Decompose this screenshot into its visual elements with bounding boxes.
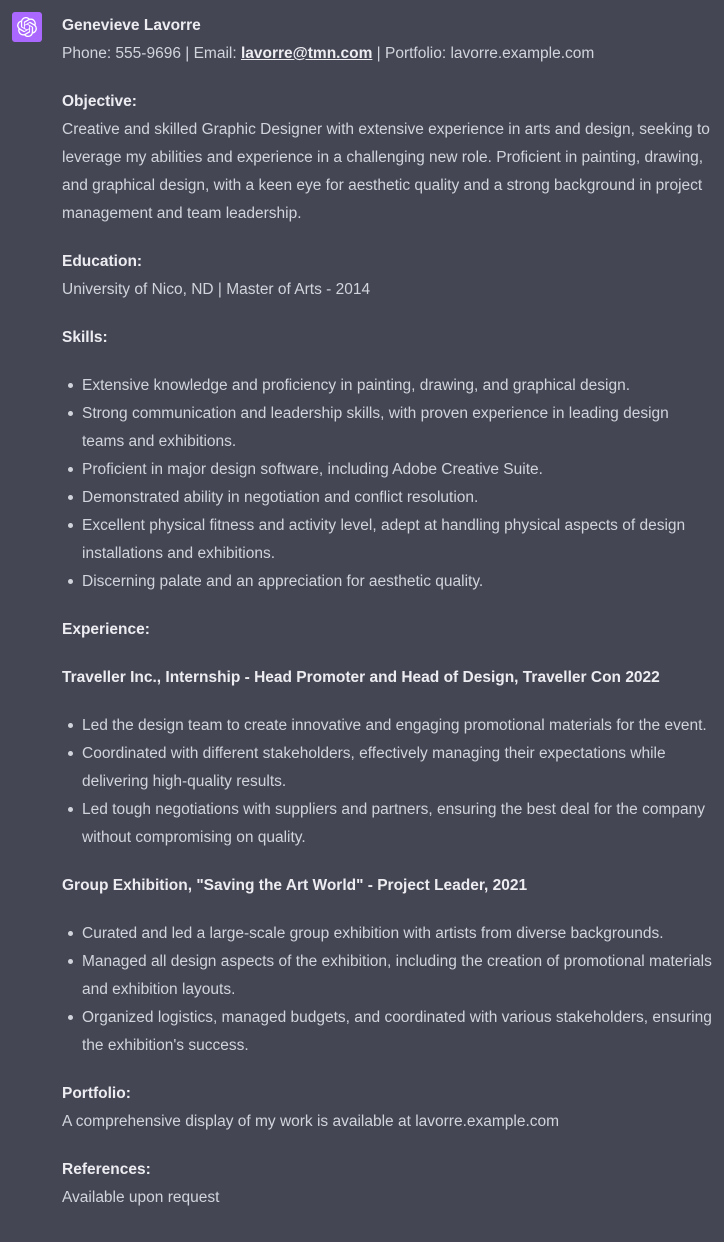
- contact-line: [62, 45, 594, 62]
- portfolio-section: [62, 1080, 712, 1136]
- list-item: Discerning palate and an appreciation for aesthetic quality.: [82, 568, 712, 596]
- references-section: [62, 1156, 712, 1212]
- references-heading: References:: [62, 1161, 151, 1178]
- education-heading: Education:: [62, 253, 143, 270]
- assistant-avatar: [12, 12, 42, 42]
- skills-heading: Skills:: [62, 329, 108, 346]
- experience-heading: Experience:: [62, 621, 150, 638]
- objective-body: Creative and skilled Graphic Designer with extensive experience in arts and design, seeking to leverage my abilities and experience in a challenging new role. Proficient in painting, drawing, and graphical design, with a keen eye for aesthetic quality and a strong background in project management and team leadership.: [62, 121, 710, 222]
- list-item: Demonstrated ability in negotiation and conflict resolution.: [82, 484, 712, 512]
- list-item: Led the design team to create innovative and engaging promotional materials for the event.: [82, 712, 712, 740]
- portfolio-body: A comprehensive display of my work is available at lavorre.example.com: [62, 1113, 560, 1130]
- contact-prefix: Phone: 555-9696 | Email:: [62, 45, 241, 62]
- openai-logo-icon: [17, 17, 37, 37]
- resume-header: [62, 12, 712, 68]
- resume-message-content: [62, 12, 712, 1212]
- contact-suffix: | Portfolio: lavorre.example.com: [372, 45, 595, 62]
- list-item: Extensive knowledge and proficiency in painting, drawing, and graphical design.: [82, 372, 712, 400]
- job-title: Group Exhibition, "Saving the Art World" - Project Leader, 2021: [62, 877, 528, 894]
- objective-heading: Objective:: [62, 93, 137, 110]
- list-item: Proficient in major design software, including Adobe Creative Suite.: [82, 456, 712, 484]
- references-body: Available upon request: [62, 1189, 220, 1206]
- objective-section: [62, 88, 712, 228]
- candidate-name: Genevieve Lavorre: [62, 17, 201, 34]
- list-item: Curated and led a large-scale group exhibition with artists from diverse backgrounds.: [82, 920, 712, 948]
- list-item: Excellent physical fitness and activity level, adept at handling physical aspects of design installations and exhibitions.: [82, 512, 712, 568]
- education-body: University of Nico, ND | Master of Arts - 2014: [62, 281, 371, 298]
- list-item: Led tough negotiations with suppliers and partners, ensuring the best deal for the company without compromising on quality.: [82, 796, 712, 852]
- email-link[interactable]: lavorre@tmn.com: [240, 45, 373, 62]
- portfolio-heading: Portfolio:: [62, 1085, 131, 1102]
- list-item: Organized logistics, managed budgets, and coordinated with various stakeholders, ensuring the exhibition's success.: [82, 1004, 712, 1060]
- skills-list: [62, 372, 712, 596]
- job-title: Traveller Inc., Internship - Head Promoter and Head of Design, Traveller Con 2022: [62, 669, 660, 686]
- list-item: Managed all design aspects of the exhibition, including the creation of promotional materials and exhibition layouts.: [82, 948, 712, 1004]
- job-bullet-list: [62, 920, 712, 1060]
- job-bullet-list: [62, 712, 712, 852]
- list-item: Strong communication and leadership skills, with proven experience in leading design teams and exhibitions.: [82, 400, 712, 456]
- education-section: [62, 248, 712, 304]
- list-item: Coordinated with different stakeholders, effectively managing their expectations while delivering high-quality results.: [82, 740, 712, 796]
